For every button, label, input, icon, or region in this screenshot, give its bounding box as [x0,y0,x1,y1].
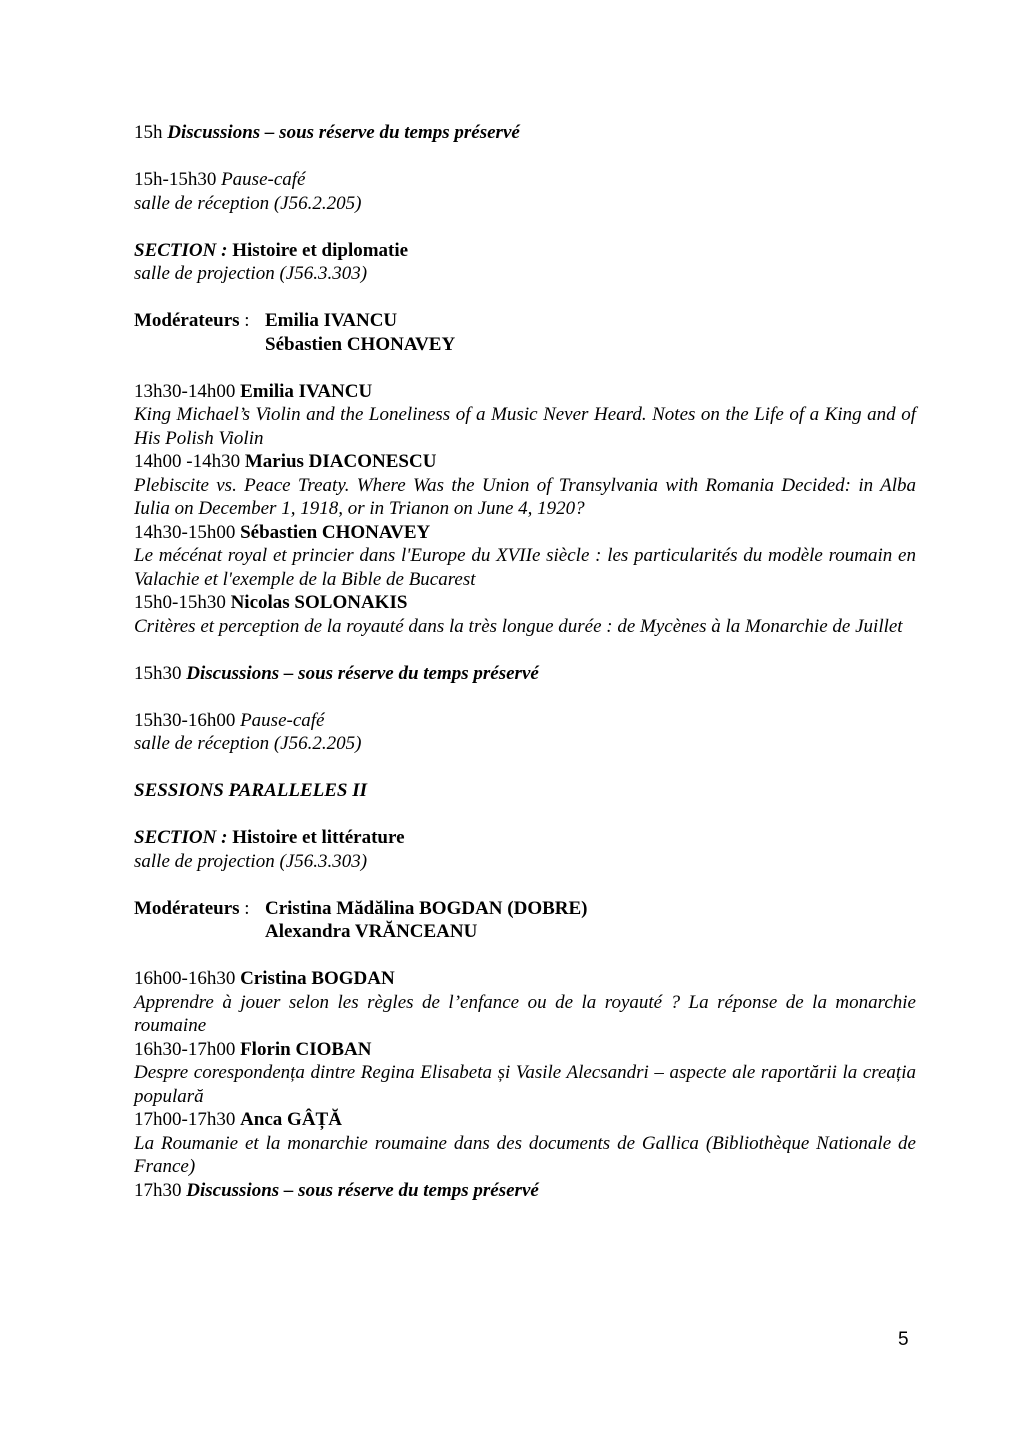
talk-speaker: Emilia IVANCU [240,380,373,402]
talk-time: 14h30-15h00 [134,521,236,543]
moderator-name: Emilia IVANCU [265,310,398,331]
talk-time: 16h00-16h30 [134,968,236,989]
talk-speaker: Marius DIACONESCU [244,451,437,472]
talk-list [134,380,916,639]
talk-speaker: Sébastien CHONAVEY [240,521,431,543]
talk-title: La Roumanie et la monarchie roumaine dans des documents de Gallica (Bibliothèque Nationale de France) [134,1132,916,1177]
moderator-name: Alexandra VRĂNCEANU [265,921,478,942]
talk-header [134,1038,916,1062]
talk-header [134,521,916,545]
moderators-label: Modérateurs [134,897,240,919]
section-heading [134,826,916,850]
moderator-name: Cristina Mădălina BOGDAN (DOBRE) [265,897,588,919]
coffee-break-entry [134,709,916,733]
talk-title: King Michael’s Violin and the Loneliness of a Music Never Heard. Notes on the Life of a King and of His Polish Violin [134,404,916,449]
entry-time: 15h [134,122,163,143]
entry-label: Discussions – sous réserve du temps préservé [186,1179,539,1201]
talk-time: 14h00 -14h30 [134,451,241,472]
moderators-block [134,897,916,944]
talk-header [134,967,916,991]
room-label: salle de projection (J56.3.303) [134,263,368,284]
entry-label: Pause-café [221,169,306,190]
talk-header [134,380,916,404]
entry-label: Discussions – sous réserve du temps préservé [186,662,539,684]
talk-speaker: Florin CIOBAN [240,1038,372,1060]
entry-time: 15h30 [134,662,182,684]
talk-title: Despre corespondența dintre Regina Elisabeta și Vasile Alecsandri – aspecte ale raportării la creația populară [134,1062,916,1107]
talk-header [134,1108,916,1132]
discussion-entry [134,121,916,145]
talk-time: 13h30-14h00 [134,380,236,402]
room-label: salle de réception (J56.2.205) [134,733,362,754]
discussion-entry [134,662,916,686]
section-prefix: SECTION : [134,239,228,261]
entry-time: 15h-15h30 [134,169,217,190]
talk-header [134,591,916,615]
room-label: salle de réception (J56.2.205) [134,192,362,214]
moderator-name: Sébastien CHONAVEY [265,333,456,355]
talk-list [134,967,916,1179]
moderators-separator: : [244,310,250,331]
moderators-separator: : [244,897,250,919]
talk-title: Critères et perception de la royauté dans la très longue durée : de Mycènes à la Monarchie de Juillet [134,615,903,637]
section-heading [134,239,916,263]
page-number: 5 [898,1329,909,1350]
talk-time: 15h0-15h30 [134,592,226,613]
entry-label: Discussions – sous réserve du temps préservé [167,122,520,143]
entry-time: 15h30-16h00 [134,709,236,731]
moderators-block [134,309,916,356]
talk-speaker: Anca GÂȚĂ [240,1109,342,1130]
section-title: Histoire et diplomatie [232,239,409,261]
program-page [134,121,916,1202]
sessions-heading: SESSIONS PARALLELES II [134,780,368,801]
discussion-entry [134,1179,916,1203]
talk-title: Apprendre à jouer selon les règles de l’enfance ou de la royauté ? La réponse de la monarchie roumaine [134,991,916,1036]
section-title: Histoire et littérature [232,827,405,848]
talk-time: 17h00-17h30 [134,1109,236,1130]
entry-label: Pause-café [240,709,325,731]
entry-time: 17h30 [134,1179,182,1201]
coffee-break-entry [134,168,916,192]
talk-time: 16h30-17h00 [134,1038,236,1060]
talk-title: Plebiscite vs. Peace Treaty. Where Was the Union of Transylvania with Romania Decided: in Alba Iulia on December 1, 1918, or in Trianon on June 4, 1920? [134,474,916,519]
talk-speaker: Nicolas SOLONAKIS [230,592,408,613]
talk-speaker: Cristina BOGDAN [240,968,395,989]
room-label: salle de projection (J56.3.303) [134,850,368,872]
section-prefix: SECTION : [134,827,228,848]
moderators-label: Modérateurs [134,310,240,331]
talk-title: Le mécénat royal et princier dans l'Europe du XVIIe siècle : les particularités du modèle roumain en Valachie et l'exemple de la Bible de Bucarest [134,545,916,590]
talk-header [134,450,916,474]
